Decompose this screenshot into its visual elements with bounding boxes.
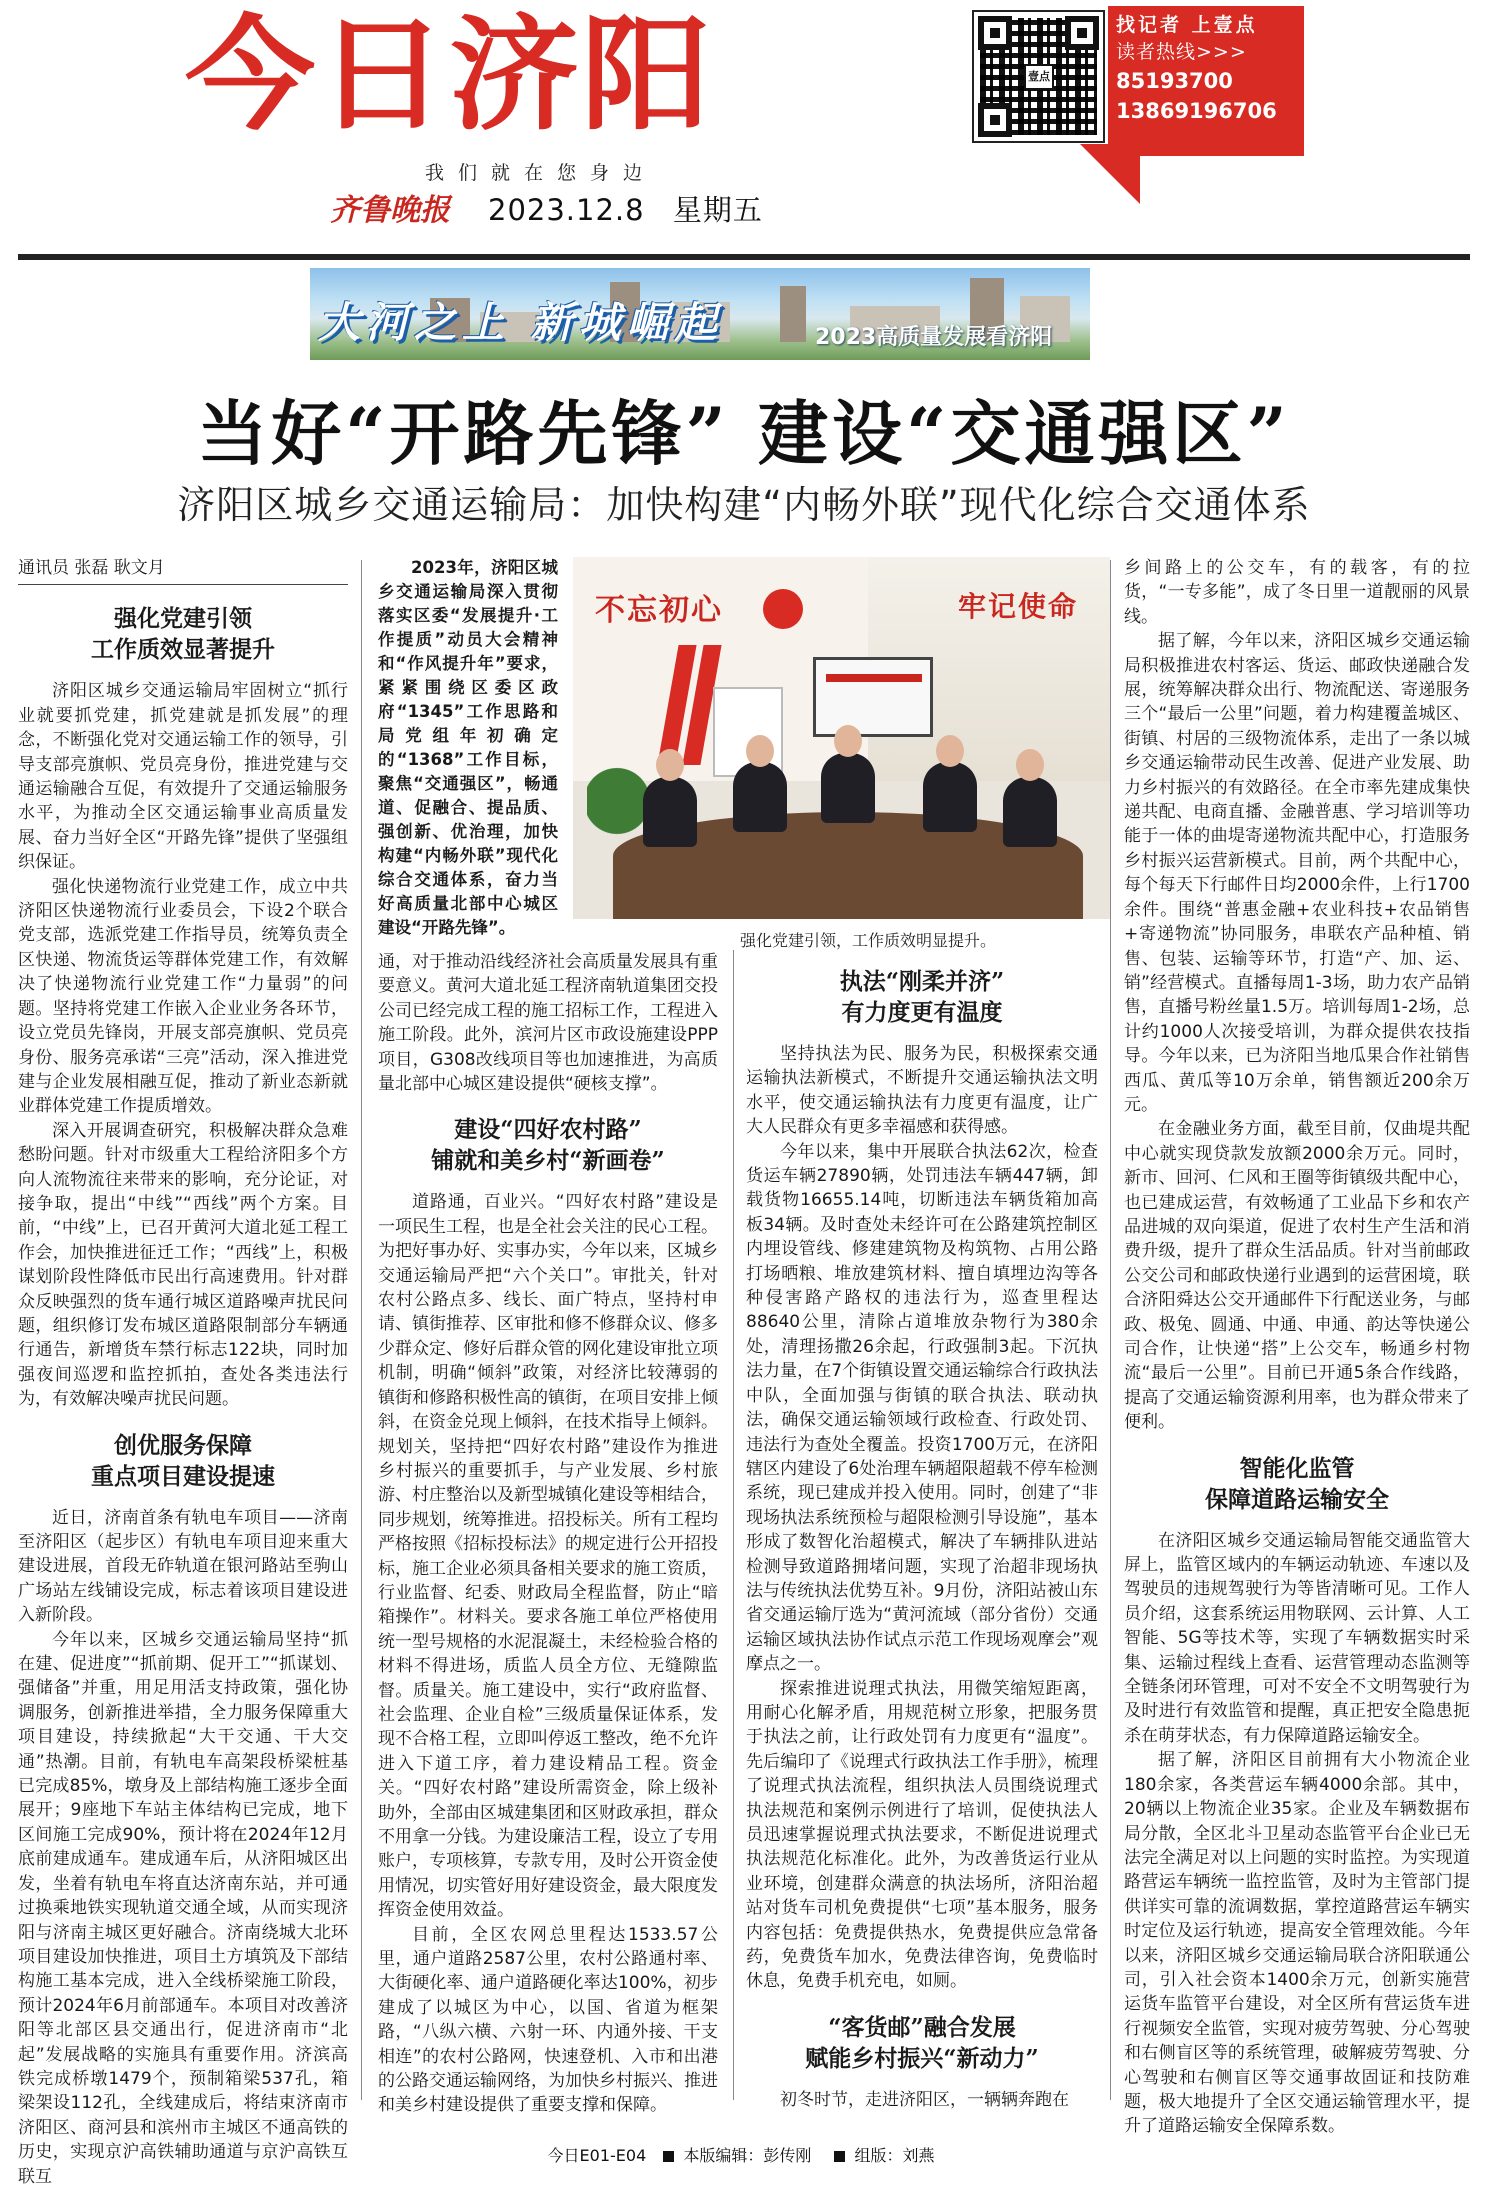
column-divider: [1110, 560, 1111, 2100]
paragraph: 今年以来，区城乡交通运输局坚持“抓在建、促进度”“抓前期、促开工”“抓谋划、强储备”并重，用足用活支持政策，强化协调服务，创新推进举措，全力服务保障重大项目建设，持续掀起“大干交通、干大交通”热潮。目前，有轨电车高架段桥梁桩基已完成85%，墩身及上部结构施工逐步全面展开；9座地下车站主体结构已完成，地下区间施工完成90%，预计将在2024年12月底前建成通车。建成通车后，从济阳城区出发，坐着有轨电车将直达济南东站，并可通过换乘地铁实现轨道交通全域，从而实现济阳与济南主城区更好融合。济南绕城大北环项目建设加快推进，项目土方填筑及下部结构施工基本完成，进入全线桥梁施工阶段，预计2024年6月前部通车。本项目对改善济阳等北部区县交通出行，促进济南市“北起”发展战略的实施具有重要作用。济滨高铁完成桥墩1479个，预制箱梁537孔，箱梁架设112孔，全线建成后，将结束济南市济阳区、商河县和滨州市主城区不通高铁的历史，实现京沪高铁辅助通道与京沪高铁互联互: [18, 1629, 348, 2185]
qr-label: 壹点: [1024, 64, 1054, 90]
photo-caption: 强化党建引领，工作质效明显提升。: [740, 931, 997, 950]
date-text: 2023.12.8: [488, 193, 645, 227]
section-heading: “客货邮”融合发展 赋能乡村振兴“新动力”: [805, 2013, 1039, 2072]
article-column-2: [378, 950, 718, 2118]
article-column-4: [1124, 556, 1470, 2139]
section-heading: 执法“刚柔并济” 有力度更有温度: [839, 968, 1005, 1026]
issue-date: [488, 188, 763, 229]
page-range: 今日E01-E04: [547, 2146, 647, 2165]
banner-title: 大河之上 新城崛起: [318, 298, 723, 347]
masthead-rule: [18, 254, 1470, 260]
paragraph: 今年以来，集中开展联合执法62次，检查货运车辆27890辆，处罚违法车辆447辆，卸载货物16655.14吨，切断违法车辆货箱加高板34辆。及时查处未经许可在公路建筑控制区内埋设管线、修建建筑物及构筑物、占用公路打场晒粮、堆放建筑材料、擅自填埋边沟等各种侵害路产路权的违法行为，巡查里程达88640公里，清除占道堆放杂物行为380余处，清理扬撒26余起，行政强制3起。下沉执法力量，在7个街镇设置交通运输综合行政执法中队，全面加强与街镇的联合执法、联动执法，确保交通运输领域行政检查、行政处罚、违法行为查处全覆盖。投资1700万元，在济阳辖区内建设了6处治理车辆超限超载不停车检测系统，现已建成并投入使用。同时，创建了“非现场执法系统预检与超限检测引导设施”，基本形成了数智化治超模式，解决了车辆排队进站检测导致道路拥堵问题，实现了治超非现场执法与传统执法优势互补。9月份，济阳站被山东省交通运输厅选为“黄河流域（部分省份）交通运输区域执法协作试点示范工作现场观摩会”观摩点之一。: [746, 1141, 1098, 1675]
wall-slogan-left: 不忘初心: [595, 593, 723, 628]
paragraph: 据了解，济阳区目前拥有大小物流企业180余家，各类营运车辆4000余部。其中，20辆以上物流企业35家。企业及车辆数据布局分散，全区北斗卫星动态监管平台企业已无法完全满足对以上问题的实时监控。为实现道路营运车辆统一监控监管，及时为主管部门提供详实可靠的流调数据，掌控道路营运车辆实时定位及运行轨迹，提高安全管理效能。今年以来，济阳区城乡交通运输局联合济阳联通公司，引入社会资本1400余万元，创新实施营运货车监管平台建设，对全区所有营运货车进行视频安全监管，实现对疲劳驾驶、分心驾驶和右侧盲区等的系统管理，破解疲劳驾驶、分心驾驶和右侧盲区等交通事故固证和技防难题，极大地提升了全区交通运输管理水平，提升了道路运输安全保障系数。: [1124, 1750, 1470, 2137]
section-heading: 创优服务保障 重点项目建设提速: [91, 1431, 275, 1490]
party-emblem-icon: [763, 589, 803, 629]
paragraph: 济阳区城乡交通运输局牢固树立“抓行业就要抓党建，抓党建就是抓发展”的理念，不断强化党对交通运输工作的领导，引导支部亮旗帜、党员亮身份，推进党建与交通运输融合互促，有效提升了交通运输服务水平，为推动全区交通运输事业高质量发展、奋力当好全区“开路先锋”提供了坚强组织保证。: [18, 681, 348, 873]
sub-headline: 济阳区城乡交通运输局：加快构建“内畅外联”现代化综合交通体系: [177, 483, 1311, 527]
hotline-label: 读者热线>>>: [1116, 41, 1247, 63]
meeting-photo: [573, 557, 1110, 919]
paragraph: 近日，济南首条有轨电车项目——济南至济阳区（起步区）有轨电车项目迎来重大建设进展，首段无砟轨道在银河路站至驹山广场站左线铺设完成，标志着该项目建设进入新阶段。: [18, 1507, 348, 1626]
section-heading: 建设“四好农村路” 铺就和美乡村“新画卷”: [431, 1116, 665, 1175]
intro-lead: [378, 556, 558, 940]
hotline-tagline: 找记者 上壹点: [1116, 14, 1258, 36]
paragraph: 坚持执法为民、服务为民，积极探索交通运输执法新模式，不断提升交通运输执法文明水平，使交通运输执法有力度更有温度，让广大人民群众有更多幸福感和获得感。: [746, 1044, 1098, 1138]
main-headline: 当好“开路先锋” 建设“交通强区”: [197, 392, 1291, 475]
column-divider: [361, 560, 362, 2100]
paragraph: 在济阳区城乡交通运输局智能交通监管大屏上，监管区域内的车辆运动轨迹、车速以及驾驶员的违规驾驶行为等皆清晰可见。工作人员介绍，这套系统运用物联网、云计算、人工智能、5G等技术等，实现了车辆数据实时采集、运输过程线上查看、运营管理动态监测等全链条闭环管理，可对不安全不文明驾驶行为及时进行有效监管和提醒，真正把安全隐患扼杀在萌芽状态，有力保障道路运输安全。: [1124, 1530, 1470, 1746]
series-banner: [310, 268, 1090, 360]
slogan: 我们就在您身边: [425, 162, 657, 184]
weekday-text: 星期五: [672, 193, 763, 227]
banner-subtitle: 2023高质量发展看济阳: [815, 325, 1053, 350]
article-column-3: [746, 960, 1098, 2112]
hotline-number: 85193700: [1116, 69, 1233, 93]
section-heading: 强化党建引领 工作质效显著提升: [91, 605, 275, 664]
designer-credit: 组版：刘燕: [854, 2146, 935, 2165]
page-footer: [0, 2143, 1488, 2166]
section-heading: 智能化监管 保障道路运输安全: [1205, 1454, 1389, 1513]
paragraph: 初冬时节，走进济阳区，一辆辆奔跑在: [780, 2089, 1069, 2110]
paragraph: 通，对于推动沿线经济社会高质量发展具有重要意义。黄河大道北延工程济南轨道集团交投公司已经完成工程的施工招标工作，工程进入施工阶段。此外，滨河片区市政设施建设PPP项目，G308改线项目等也加速推进，为高质量北部中心城区建设提供“硬核支撑”。: [378, 952, 718, 1095]
paragraph: 目前，全区农网总里程达1533.57公里，通户道路2587公里，农村公路通村率、大街硬化率、通户道路硬化率达100%，初步建成了以城区为中心，以国、省道为框架路，“八纵六横、六射一环、内通外接、干支相连”的农村公路网，快速登机、入市和出港的公路交通运输网络，为加快乡村振兴、推进和美乡村建设提供了重要支撑和保障。: [378, 1924, 718, 2116]
hotline-number: 13869196706: [1116, 99, 1277, 123]
wall-slogan-right: 牢记使命: [958, 590, 1079, 623]
paragraph: 探索推进说理式执法，用微笑缩短距离，用耐心化解矛盾，用规范树立形象，把服务贯于执法之前，让行政处罚有力度更有“温度”。先后编印了《说理式行政执法工作手册》，梳理了说理式执法流程，组织执法人员围绕说理式执法规范和案例示例进行了培训，促使执法人员迅速掌握说理式执法要求，不断促进说理式执法规范化标准化。此外，为改善货运行业从业环境，创建群众满意的执法场所，济阳治超站对货车司机免费提供“七项”基本服务，服务内容包括：免费提供热水，免费提供应急常备药，免费货车加水，免费法律咨询，免费临时休息，免费手机充电，如厕。: [746, 1678, 1098, 1992]
paragraph: 据了解，今年以来，济阳区城乡交通运输局积极推进农村客运、货运、邮政快递融合发展，统筹解决群众出行、物流配送、寄递服务三个“最后一公里”问题，着力构建覆盖城区、街镇、村居的三级物流体系，走出了一条以城乡交通运输带动民生改善、促进产业发展、助力乡村振兴的有效路径。在全市率先建成集快递共配、电商直播、金融普惠、学习培训等功能于一体的曲堤寄递物流共配中心，打造服务乡村振兴运营新模式。目前，两个共配中心，每个每天下行邮件日均2000余件，上行1700余件。围绕“普惠金融+农业科技+农品销售+寄递物流”协同服务，串联农产品种植、销售、包装、运输等环节，打造“产、加、运、销”经营模式。直播每周1-3场，助力农产品销售，直播号粉丝量1.5万。培训每周1-2场，总计约1000人次接受培训，为群众提供农技指导。今年以来，已为济阳当地瓜果合作社销售西瓜、黄瓜等10万余单，销售额近200余万元。: [1124, 631, 1470, 1115]
paragraph: 道路通，百业兴。“四好农村路”建设是一项民生工程，也是全社会关注的民心工程。为把好事办好、实事办实，今年以来，区城乡交通运输局严把“六个关口”。审批关，针对农村公路点多、线长、面广特点，坚持村申请、镇街推荐、区审批和修不修群众议、修多少群众定、修好后群众管的网化建设审批立项机制，明确“倾斜”政策，对经济比较薄弱的镇街和修路积极性高的镇街，在项目安排上倾斜，在资金兑现上倾斜，在技术指导上倾斜。规划关，坚持把“四好农村路”建设作为推进乡村振兴的重要抓手，与产业发展、乡村旅游、村庄整治以及新型城镇化建设等相结合，同步规划，统筹推进。招投标关。所有工程均严格按照《招标投标法》的规定进行公开招投标，施工企业必须具备相关要求的施工资质，行业监督、纪委、财政局全程监督，防止“暗箱操作”。材料关。要求各施工单位严格使用统一型号规格的水泥混凝土，未经检验合格的材料不得进场，质监人员全方位、无缝隙监督。质量关。施工建设中，实行“政府监督、社会监理、企业自检”三级质量保证体系，发现不合格工程，立即叫停返工整改，绝不允许进入下道工序，着力建设精品工程。资金关。“四好农村路”建设所需资金，除上级补助外，全部由区城建集团和区财政承担，群众不用拿一分钱。为建设廉洁工程，设立了专用账户，专项核算，专款专用，及时公开资金使用情况，切实管好用好建设资金，最大限度发挥资金使用效益。: [378, 1192, 718, 1921]
newspaper-title: 今日济阳: [185, 1, 714, 148]
editor-credit: 本版编辑：彭传刚: [683, 2146, 812, 2165]
masthead: [0, 0, 1488, 250]
intro-paragraph: 2023年，济阳区城乡交通运输局深入贯彻落实区委“发展提升·工作提质”动员大会精神和“作风提升年”要求，紧紧围绕区委区政府“1345”工作思路和局党组年初确定的“1368”工作目标，聚焦“交通强区”，畅通道、促融合、提品质、强创新、优治理，加快构建“内畅外联”现代化综合交通体系，奋力当好高质量北部中心城区建设“开路先锋”。: [378, 558, 558, 937]
paragraph: 强化快递物流行业党建工作，成立中共济阳区快递物流行业委员会，下设2个联合党支部，选派党建工作指导员，统筹负责全区快递、物流货运等群体党建工作，有效解决了快递物流行业党建工作“力量弱”的问题。坚持将党建工作嵌入企业业务各环节，设立党员先锋岗，开展支部亮旗帜、党员亮身份、服务亮承诺“三亮”活动，深入推进党建与企业发展相融互促，推动了新业态新就业群体党建工作提质增效。: [18, 876, 348, 1117]
publisher-logo: 齐鲁晚报: [330, 193, 450, 228]
article-column-1: [18, 556, 348, 2185]
hotline-box: [1108, 6, 1304, 156]
byline: 通讯员 张磊 耿文月: [18, 556, 348, 585]
paragraph: 深入开展调查研究，积极解决群众急难愁盼问题。针对市级重大工程给济阳多个方向人流物流往来带来的影响，充分论证，对接争取，提出“中线”“西线”两个方案。目前，“中线”上，已召开黄河大道北延工程工作会，加快推进征迁工作；“西线”上，积极谋划阶段性降低市民出行高速费用。针对群众反映强烈的货车通行城区道路噪声扰民问题，组织修订发布城区道路限制部分车辆通行通告，新增货车禁行标志122块，同时加强夜间巡逻和监控抓拍，查处各类违法行为，有效解决噪声扰民问题。: [18, 1120, 348, 1410]
paragraph: 在金融业务方面，截至目前，仅曲堤共配中心就实现贷款发放额2000余万元。同时，新市、回河、仁风和王圈等街镇级共配中心，也已建成运营，有效畅通了工业品下乡和农产品进城的双向渠道，促进了农村生产生活和消费升级，提升了群众生活品质。针对当前邮政公交公司和邮政快递行业遇到的运营困境，联合济阳舜达公交开通邮件下行配送业务，与邮政、极兔、圆通、中通、申通、韵达等快递公司合作，让快递“搭”上公交车，畅通乡村物流“最后一公里”。目前已开通5条合作线路，提高了交通运输资源利用率，也为群众带来了便利。: [1124, 1119, 1470, 1433]
paragraph: 乡间路上的公交车，有的载客，有的拉货，“一专多能”，成了冬日里一道靓丽的风景线。: [1124, 558, 1470, 627]
column-divider: [733, 950, 734, 2100]
qr-code-icon[interactable]: [972, 10, 1105, 143]
